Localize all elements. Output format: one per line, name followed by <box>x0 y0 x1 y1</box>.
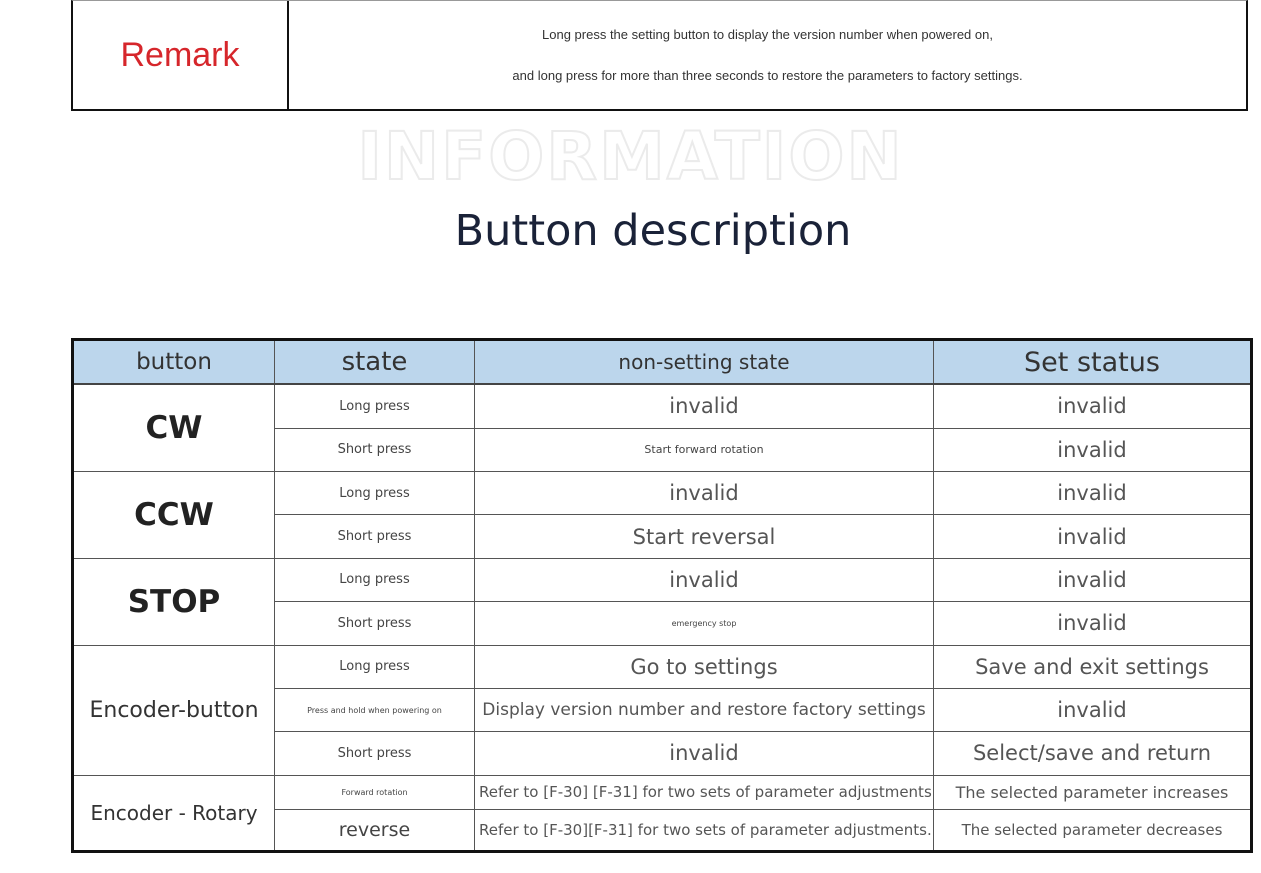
table-row <box>73 645 1252 688</box>
set-status-cell: invalid <box>934 688 1252 731</box>
set-status-cell: invalid <box>934 558 1252 601</box>
set-status-cell: invalid <box>934 472 1252 515</box>
non-setting-cell: invalid <box>475 732 934 775</box>
header-non-setting-state: non-setting state <box>475 340 934 385</box>
state-cell: Long press <box>275 384 475 428</box>
table-row <box>73 775 1252 810</box>
watermark-text: INFORMATION <box>357 118 904 195</box>
header-set-status: Set status <box>934 340 1252 385</box>
set-status-cell: Select/save and return <box>934 732 1252 775</box>
state-cell: Short press <box>275 732 475 775</box>
remark-text <box>289 1 1246 109</box>
remark-line-2: and long press for more than three seconds to restore the parameters to factory settings. <box>512 68 1023 83</box>
header-button: button <box>73 340 275 385</box>
set-status-cell: invalid <box>934 515 1252 558</box>
non-setting-cell: Display version number and restore factory settings <box>475 688 934 731</box>
non-setting-cell: invalid <box>475 384 934 428</box>
table-row <box>73 472 1252 515</box>
state-cell: Short press <box>275 602 475 645</box>
table-row <box>73 384 1252 428</box>
non-setting-cell: invalid <box>475 558 934 601</box>
set-status-cell: invalid <box>934 602 1252 645</box>
set-status-cell: The selected parameter decreases <box>934 810 1252 852</box>
button-cell-cw: CW <box>73 384 275 472</box>
non-setting-cell: Start reversal <box>475 515 934 558</box>
state-cell: Long press <box>275 558 475 601</box>
remark-line-1: Long press the setting button to display the version number when powered on, <box>542 27 993 42</box>
button-cell-ccw: CCW <box>73 472 275 559</box>
state-cell: Short press <box>275 428 475 471</box>
set-status-cell: invalid <box>934 428 1252 471</box>
non-setting-cell: Refer to [F-30][F-31] for two sets of parameter adjustments. <box>475 810 934 852</box>
non-setting-cell: invalid <box>475 472 934 515</box>
state-cell: Long press <box>275 472 475 515</box>
state-cell: Press and hold when powering on <box>275 688 475 731</box>
state-cell: Short press <box>275 515 475 558</box>
set-status-cell: invalid <box>934 384 1252 428</box>
remark-label: Remark <box>73 1 289 109</box>
header-state: state <box>275 340 475 385</box>
non-setting-cell: emergency stop <box>475 602 934 645</box>
non-setting-cell: Start forward rotation <box>475 428 934 471</box>
state-cell: Long press <box>275 645 475 688</box>
non-setting-cell: Go to settings <box>475 645 934 688</box>
remark-box <box>71 0 1248 111</box>
set-status-cell: The selected parameter increases <box>934 775 1252 810</box>
non-setting-cell: Refer to [F-30] [F-31] for two sets of parameter adjustments <box>475 775 934 810</box>
button-cell-encoder-button: Encoder-button <box>73 645 275 775</box>
table-header-row <box>73 340 1252 385</box>
button-description-table <box>71 338 1253 853</box>
state-cell: reverse <box>275 810 475 852</box>
state-cell: Forward rotation <box>275 775 475 810</box>
button-cell-encoder-rotary: Encoder - Rotary <box>73 775 275 851</box>
page-title: Button description <box>454 206 852 256</box>
set-status-cell: Save and exit settings <box>934 645 1252 688</box>
button-cell-stop: STOP <box>73 558 275 645</box>
table-row <box>73 558 1252 601</box>
